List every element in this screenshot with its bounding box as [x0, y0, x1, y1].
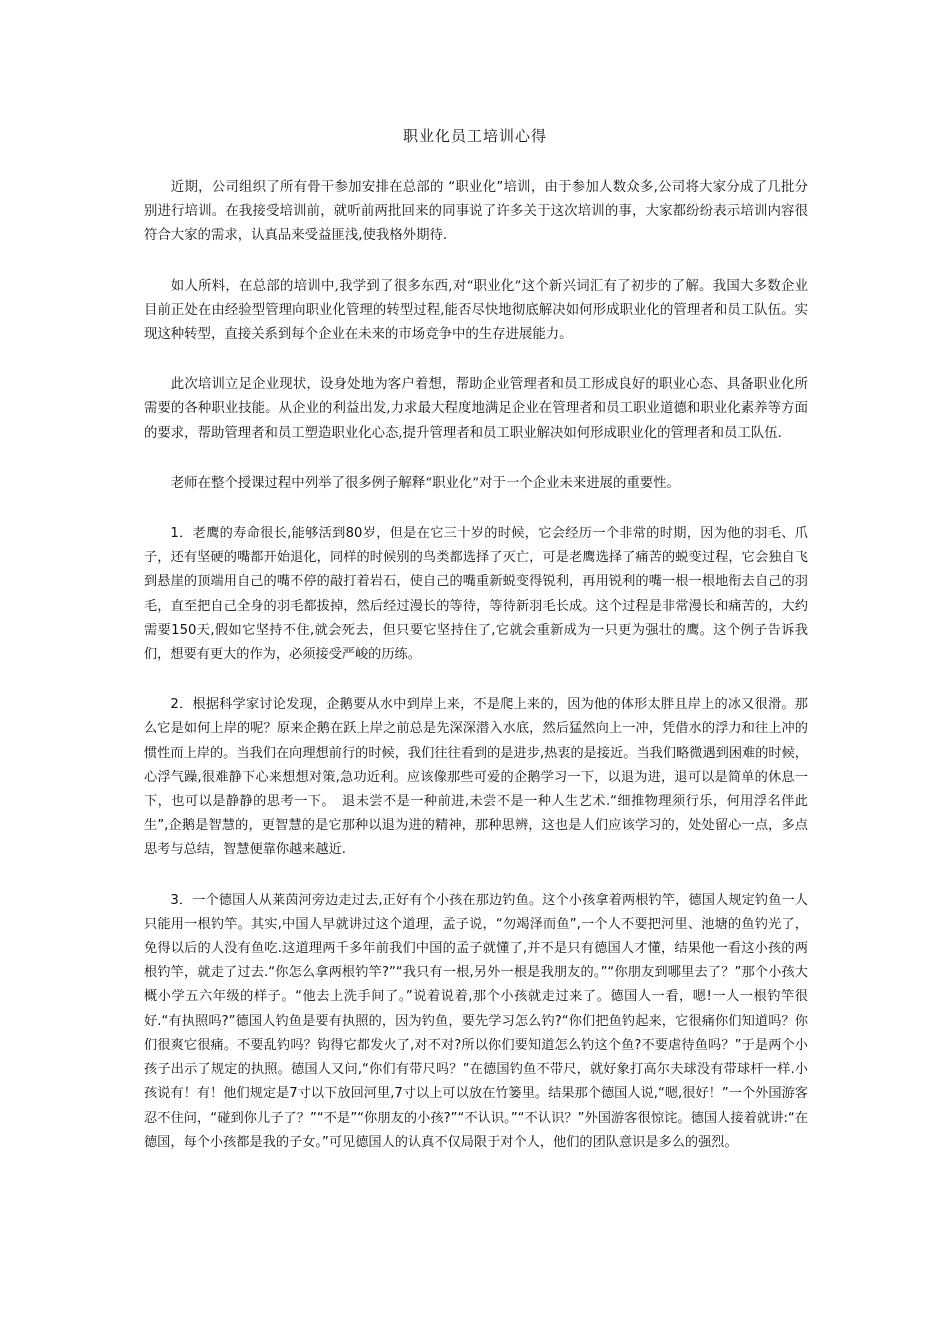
paragraph-example-german: 3．一个德国人从莱茵河旁边走过去,正好有个小孩在那边钓鱼。这个小孩拿着两根钓竿，德国人规定钓鱼一人只能用一根钓竿。其实,中国人早就讲过这个道理，孟子说，“勿竭泽而鱼”,一个人不要把河里、池塘的鱼钓光了，免得以后的人没有鱼吃.这道理两千多年前我们中国的孟子就懂了,并不是只有德国人才懂，结果他一看这小孩的两根钓竿，就走了过去.“你怎么拿两根钓竿?”“我只有一根,另外一根是我朋友的。”“你朋友到哪里去了？”那个小孩大概小学五六年级的样子。“他去上洗手间了。”说着说着,那个小孩就走过来了。德国人一看，嗯!一人一根钓竿很好.“有执照吗?”德国人钓鱼是要有执照的，因为钓鱼，要先学习怎么钓?“你们把鱼钓起来，它很痛你们知道吗？你们很爽它很痛。不要乱钓吗？钩得它都发火了,对不对?所以你们要知道怎么钓这个鱼?不要虐待鱼吗？”于是两个小孩子出示了规定的执照。德国人又问,“你们有带尺吗？”在德国钓鱼不带尺，就好象打高尔夫球没有带球杆一样.小孩说有！有！他们规定是7寸以下放回河里,7寸以上可以放在竹篓里。结果那个德国人说,“嗯,很好！”一个外国游客忍不住问，“碰到你儿子了？”“不是”“你朋友的小孩?”“不认识。”“不认识？”外国游客很惊诧。德国人接着就讲:“在德国，每个小孩都是我的子女。”可见德国人的认真不仅局限于对个人，他们的团队意识是多么的强烈。	[144, 892, 808, 1150]
paragraph-example-eagle: 1．老鹰的寿命很长,能够活到80岁，但是在它三十岁的时候，它会经历一个非常的时期，因为他的羽毛、爪子，还有坚硬的嘴都开始退化，同样的时候别的鸟类都选择了灭亡，可是老鹰选择了痛苦的蜕变过程，它会独自飞到悬崖的顶端用自己的嘴不停的敲打着岩石，使自己的嘴重新蜕变得锐利，再用锐利的嘴一根一根地衔去自己的羽毛，直至把自己全身的羽毛都拔掉，然后经过漫长的等待，等待新羽毛长成。这个过程是非常漫长和痛苦的，大约需要150天,假如它坚持不住,就会死去，但只要它坚持住了,它就会重新成为一只更为强壮的鹰。这个例子告诉我们，想要有更大的作为，必须接受严峻的历练。	[144, 526, 808, 663]
paragraph-training-purpose: 此次培训立足企业现状，设身处地为客户着想，帮助企业管理者和员工形成良好的职业心态、具备职业化所需要的各种职业技能。从企业的利益出发,力求最大程度地满足企业在管理者和员工职业道德和职业化素养等方面的要求，帮助管理者和员工塑造职业化心态,提升管理者和员工职业解决如何形成职业化的管理者和员工队伍.	[144, 377, 808, 441]
paragraph-intro: 近期，公司组织了所有骨干参加安排在总部的 “职业化”培训，由于参加人数众多,公司将大家分成了几批分别进行培训。在我接受培训前，就听前两批回来的同事说了许多关于这次培训的事，大家都纷纷表示培训内容很符合大家的需求，认真品来受益匪浅,使我格外期待.	[144, 180, 808, 244]
paragraph-professionalization: 如人所料，在总部的培训中,我学到了很多东西,对“职业化”这个新兴词汇有了初步的了解。我国大多数企业目前正处在由经验型管理向职业化管理的转型过程,能否尽快地彻底解决如何形成职业化的管理者和员工队伍。实现这种转型，直接关系到每个企业在未来的市场竞争中的生存进展能力。	[144, 278, 808, 343]
paragraph-examples-intro: 老师在整个授课过程中列举了很多例子解释“职业化”对于一个企业未来进展的重要性。	[170, 475, 680, 491]
document-body	[144, 176, 808, 1181]
document-title: 职业化员工培训心得	[402, 127, 547, 145]
paragraph-example-penguin: 2．根据科学家讨论发现，企鹅要从水中到岸上来，不是爬上来的，因为他的体形太胖且岸上的冰又很滑。那么它是如何上岸的呢？原来企鹅在跃上岸之前总是先深深潜入水底，然后猛然向上一冲，凭借水的浮力和往上冲的惯性而上岸的。当我们在向理想前行的时候，我们往往看到的是进步,热衷的是接近。当我们略微遇到困难的时候，心浮气躁,很难静下心来想想对策,急功近利。应该像那些可爱的企鹅学习一下，以退为进，退可以是简单的休息一下，也可以是静静的思考一下。 退未尝不是一种前进,未尝不是一种人生艺术.“细推物理须行乐，何用浮名伴此生”,企鹅是智慧的，更智慧的是它那种以退为进的精神，那种思辨，这也是人们应该学习的，处处留心一点，多点思考与总结，智慧便靠你越来越近.	[144, 697, 808, 858]
